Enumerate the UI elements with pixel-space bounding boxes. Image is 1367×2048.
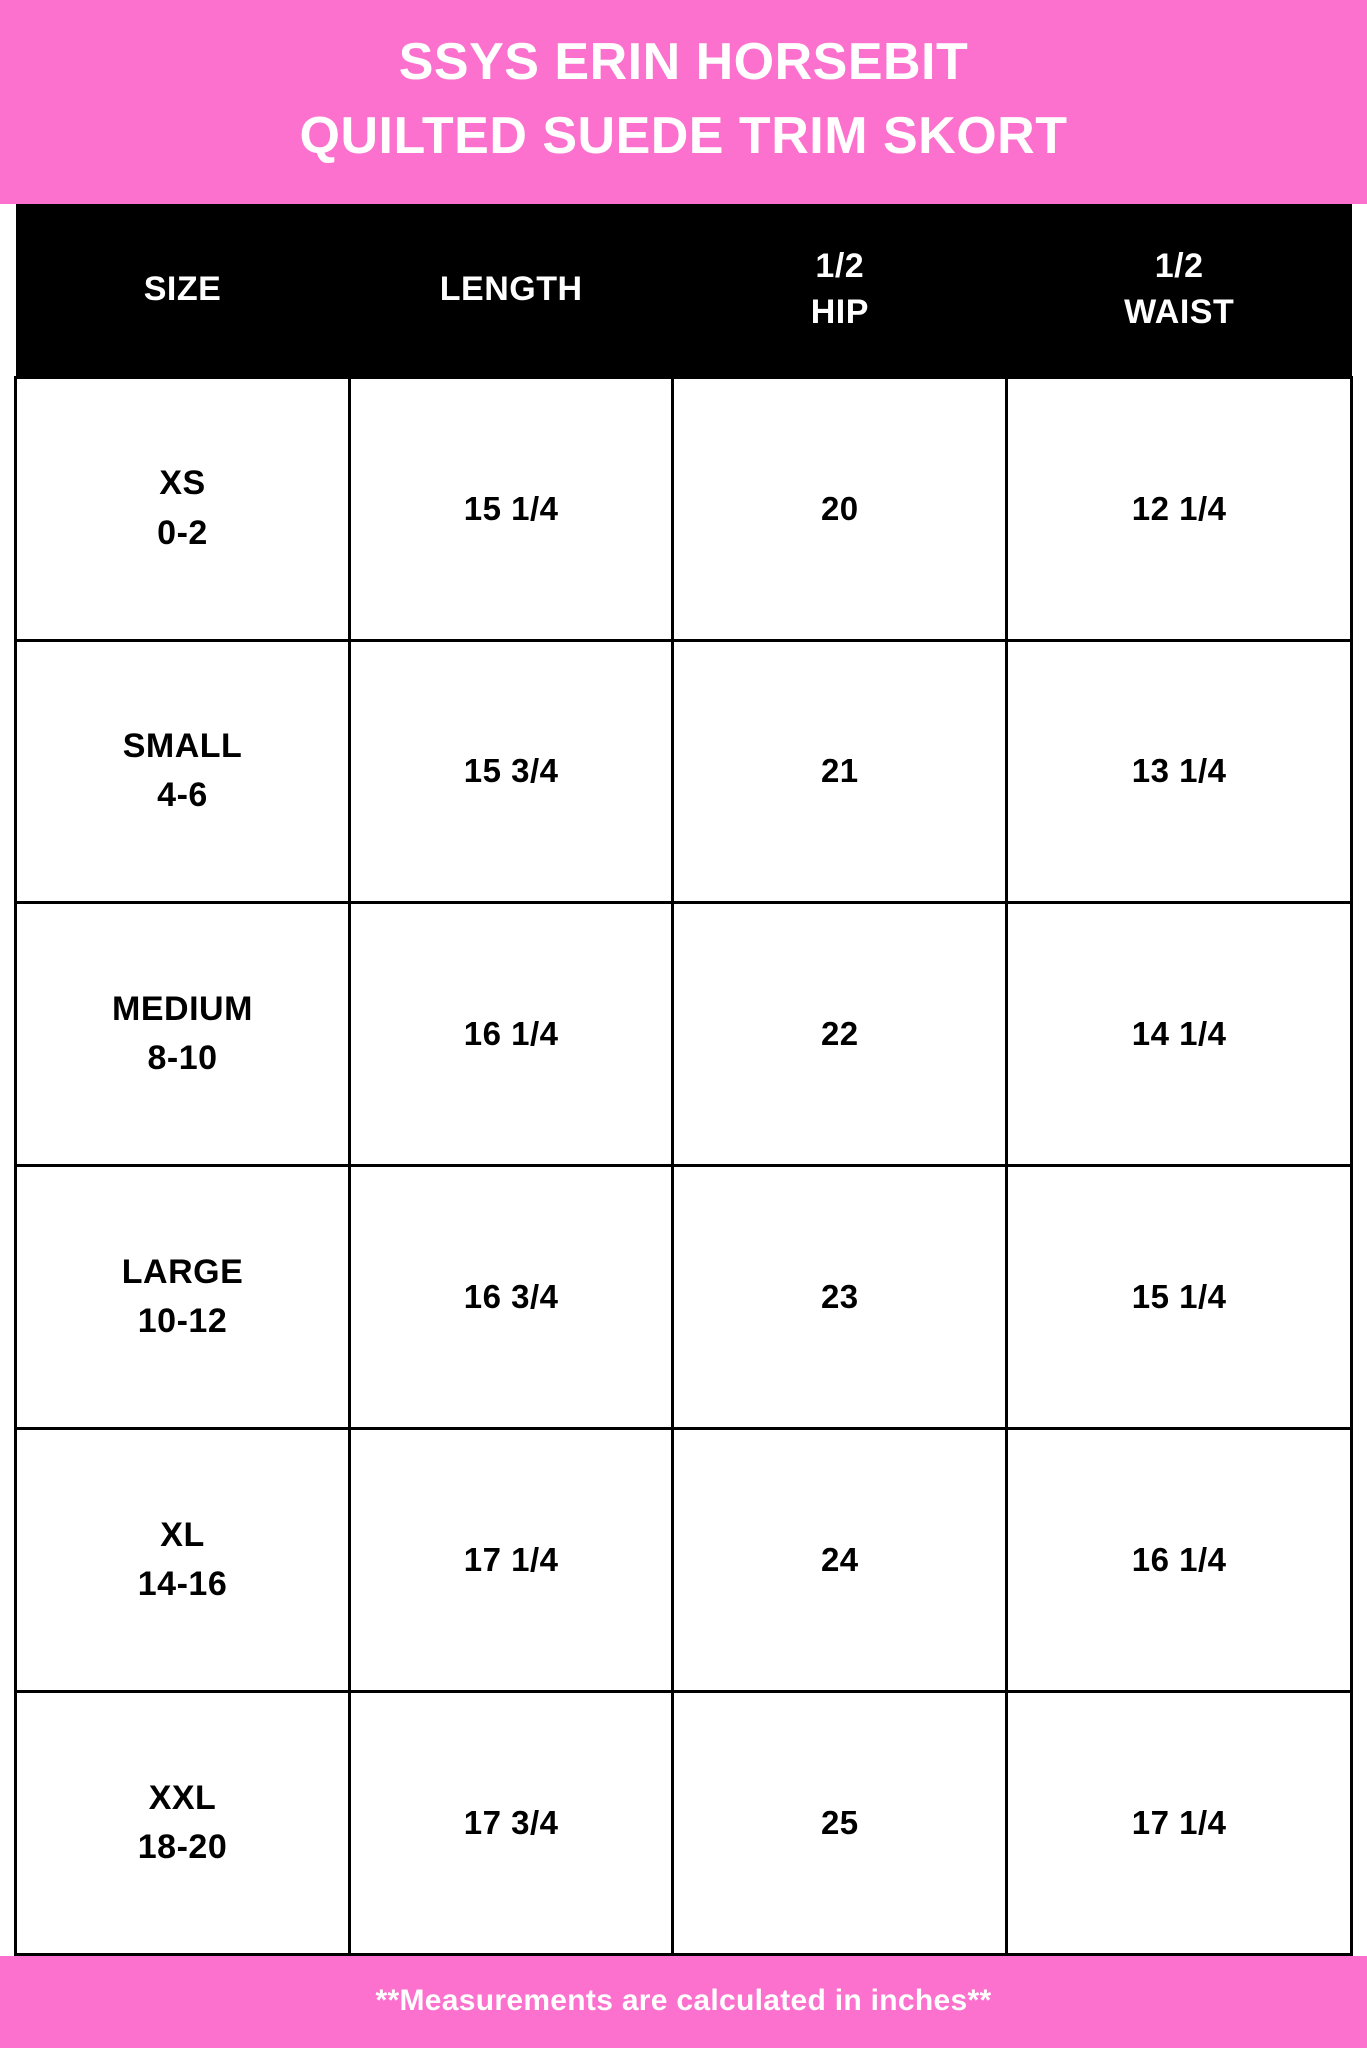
column-header-half-waist-sub: WAIST [1124, 292, 1235, 331]
cell-half-hip: 21 [673, 640, 1007, 903]
cell-half-hip: 22 [673, 903, 1007, 1166]
size-chart-table-container [0, 204, 1367, 1956]
size-range: 18-20 [137, 1828, 228, 1867]
size-range: 10-12 [137, 1302, 228, 1341]
cell-half-waist: 13 1/4 [1007, 640, 1352, 903]
cell-length: 15 3/4 [350, 640, 673, 903]
cell-half-waist: 17 1/4 [1007, 1692, 1352, 1955]
cell-length: 16 1/4 [350, 903, 673, 1166]
column-header-size [16, 204, 350, 378]
table-row [16, 1429, 1352, 1692]
measurement-note: **Measurements are calculated in inches** [0, 1956, 1367, 2048]
size-name: XL [160, 1515, 205, 1554]
size-range: 0-2 [157, 513, 208, 552]
cell-half-waist: 14 1/4 [1007, 903, 1352, 1166]
cell-half-hip: 20 [673, 377, 1007, 640]
size-range: 4-6 [157, 776, 208, 815]
cell-size [16, 640, 350, 903]
column-header-half-hip-label: 1/2 [815, 246, 865, 285]
cell-size [16, 1429, 350, 1692]
cell-length: 17 3/4 [350, 1692, 673, 1955]
size-name: XS [159, 464, 206, 503]
column-header-half-hip-sub: HIP [810, 292, 869, 331]
cell-size [16, 377, 350, 640]
cell-half-waist: 15 1/4 [1007, 1166, 1352, 1429]
cell-half-waist: 12 1/4 [1007, 377, 1352, 640]
size-name: LARGE [121, 1252, 244, 1291]
column-header-half-waist [1007, 204, 1352, 378]
table-header [16, 204, 1352, 378]
cell-size [16, 1166, 350, 1429]
size-chart-table [14, 204, 1353, 1956]
table-body [16, 377, 1352, 1954]
cell-length: 16 3/4 [350, 1166, 673, 1429]
cell-half-waist: 16 1/4 [1007, 1429, 1352, 1692]
table-row [16, 1166, 1352, 1429]
cell-size [16, 1692, 350, 1955]
cell-length: 15 1/4 [350, 377, 673, 640]
size-name: MEDIUM [112, 990, 253, 1029]
column-header-half-waist-label: 1/2 [1154, 246, 1204, 285]
table-row [16, 903, 1352, 1166]
cell-half-hip: 23 [673, 1166, 1007, 1429]
cell-half-hip: 25 [673, 1692, 1007, 1955]
size-range: 14-16 [137, 1565, 228, 1604]
table-row [16, 1692, 1352, 1955]
table-row [16, 640, 1352, 903]
page-title-line-2: QUILTED SUEDE TRIM SKORT [299, 106, 1068, 165]
size-range: 8-10 [147, 1039, 218, 1078]
table-header-row [16, 204, 1352, 378]
column-header-half-hip [673, 204, 1007, 378]
cell-length: 17 1/4 [350, 1429, 673, 1692]
table-row [16, 377, 1352, 640]
column-header-size-label: SIZE [143, 269, 222, 308]
page-title-line-1: SSYS ERIN HORSEBIT [398, 33, 969, 91]
column-header-length-label: LENGTH [439, 269, 583, 308]
size-name: SMALL [122, 727, 243, 766]
size-name: XXL [148, 1778, 217, 1817]
cell-size [16, 903, 350, 1166]
title-banner [0, 0, 1367, 204]
cell-half-hip: 24 [673, 1429, 1007, 1692]
column-header-length [350, 204, 673, 378]
